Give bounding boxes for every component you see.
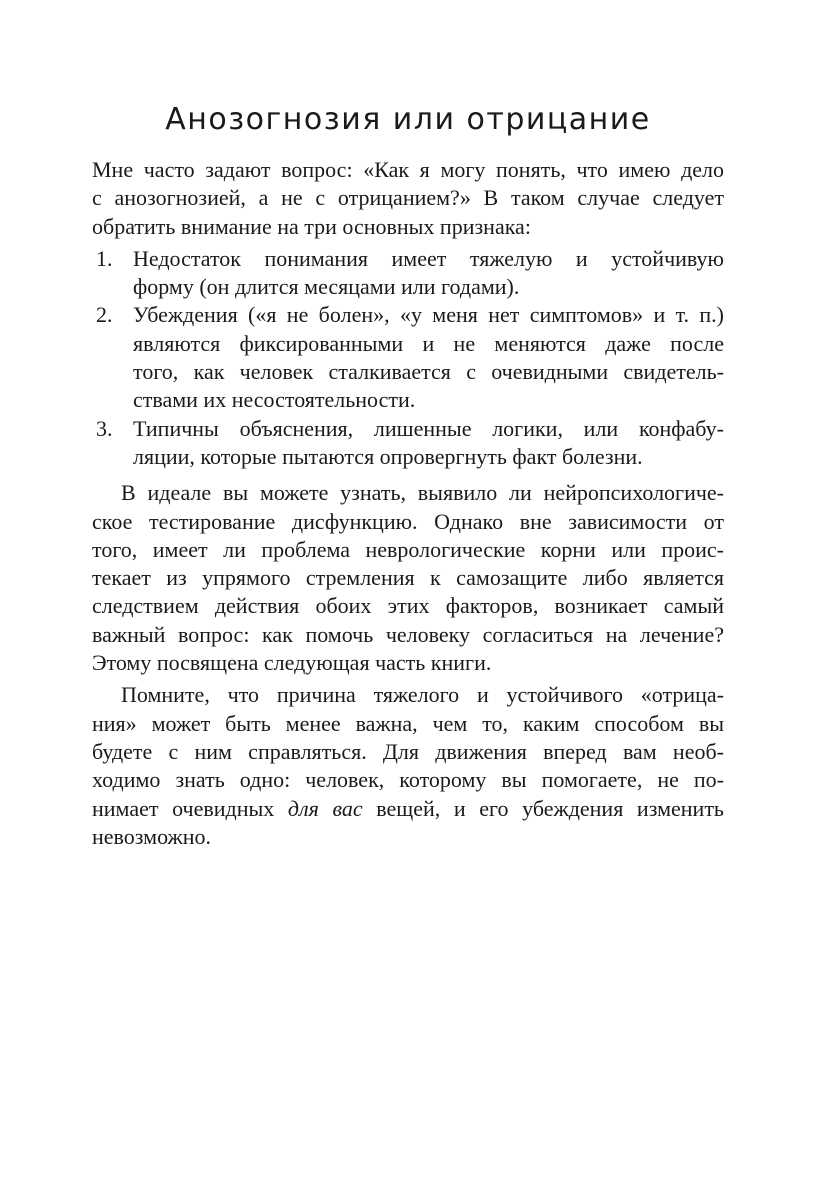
emphasis-text: для вас [287,795,363,821]
text-line: следствием действия обоих этих факторов, возникает самый [92,593,724,619]
text-line: с анозогнозией, а не с отрицанием?» В таком случае следует [92,185,724,211]
paragraph [92,681,724,851]
text-line: форму (он длится месяцами или годами). [133,274,520,300]
list-number: 2. [96,302,113,328]
text-line: ния» может быть менее важна, чем то, каким способом вы [92,710,724,736]
text-line: ляции, которые пытаются опровергнуть факт болезни. [133,443,643,469]
text-line: являются фиксированными и не меняются даже после [133,330,724,356]
intro-paragraph [92,156,724,241]
list-item [92,245,724,302]
text-line: ствами их несостоятельности. [133,387,416,413]
text-line: важный вопрос: как помочь человеку согласиться на лечение? [92,621,724,647]
text-line: ское тестирование дисфункцию. Однако вне зависимости от [92,508,724,534]
text-line: В идеале вы можете узнать, выявило ли нейропсихологиче- [121,480,724,506]
text-line: того, имеет ли проблема неврологические корни или проис- [92,536,724,562]
text-line: обратить внимание на три основных признака: [92,213,531,239]
text-line: Убеждения («я не болен», «у меня нет симптомов» и т. п.) [133,302,724,328]
text-line: Недостаток понимания имеет тяжелую и устойчивую [133,245,724,271]
text-segment: нимает очевидных [92,795,288,821]
list-number: 3. [96,415,113,441]
text-line: невозможно. [92,823,212,849]
text-line: Мне часто задают вопрос: «Как я могу понять, что имею дело [92,157,724,182]
text-line [92,795,724,823]
list-item [92,301,724,414]
text-line: Помните, что причина тяжелого и устойчивого «отрица- [121,682,724,708]
text-segment: вещей, и его убеждения изменить [362,795,724,821]
page-title: Анозогнозия или отрицание [165,102,651,137]
text-line: будете с ним справляться. Для движения вперед вам необ- [92,738,724,764]
list-number: 1. [96,245,113,271]
list-item [92,415,724,472]
text-line: того, как человек сталкивается с очевидными свидетель- [133,359,724,385]
body-text [92,156,724,851]
criteria-list [92,245,724,471]
text-line: Типичны объяснения, лишенные логики, или конфабу- [133,415,724,441]
text-line: текает из упрямого стремления к самозащите либо является [92,565,724,591]
paragraph [92,479,724,677]
text-line: ходимо знать одно: человек, которому вы помогаете, не по- [92,767,724,793]
text-line: Этому посвящена следующая часть книги. [92,650,492,676]
